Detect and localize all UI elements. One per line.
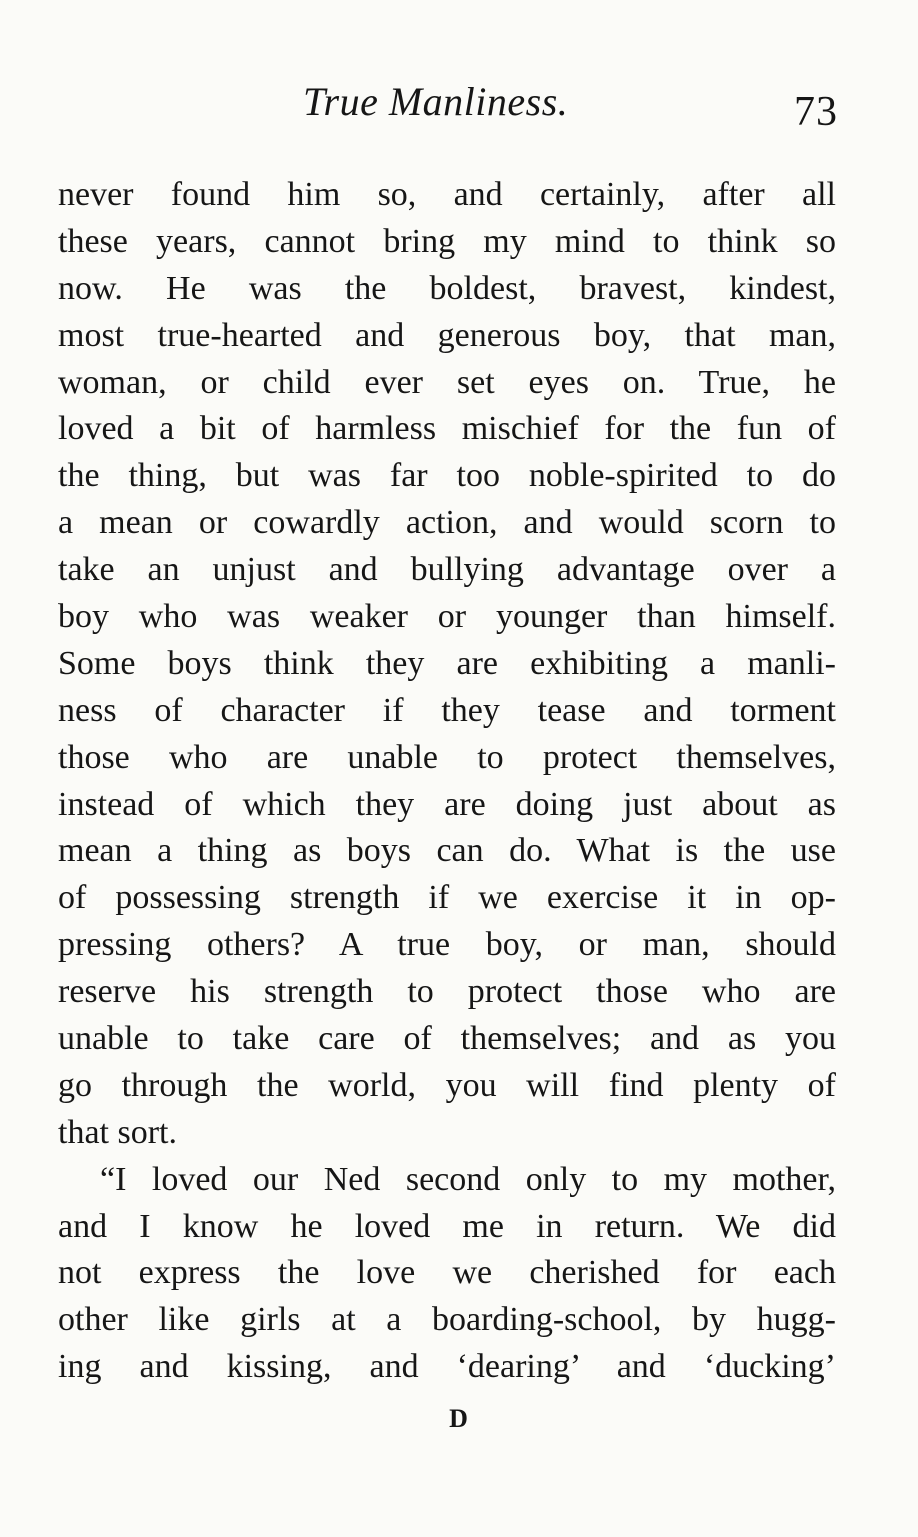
text-line: pressing others? A true boy, or man, should: [58, 926, 836, 964]
page-number: 73: [794, 89, 838, 135]
text-line: a mean or cowardly action, and would scorn to: [58, 504, 836, 542]
text-line: most true-hearted and generous boy, that man,: [58, 316, 836, 354]
text-line: these years, cannot bring my mind to think so: [58, 222, 836, 260]
signature-mark: D: [449, 1404, 469, 1433]
text-line: loved a bit of harmless mischief for the fun of: [58, 410, 836, 448]
text-line: ness of character if they tease and torment: [58, 691, 836, 729]
text-line: instead of which they are doing just about as: [58, 785, 836, 823]
text-line: those who are unable to protect themselves,: [58, 738, 836, 776]
page-header: [58, 78, 838, 138]
text-line: ing and kissing, and ‘dearing’ and ‘ducking’: [58, 1348, 836, 1386]
text-line: unable to take care of themselves; and as you: [58, 1020, 836, 1058]
text-line: go through the world, you will find plenty of: [58, 1066, 836, 1104]
text-line: woman, or child ever set eyes on. True, he: [58, 363, 836, 401]
paragraph-1: [58, 172, 836, 1157]
text-line: that sort.: [58, 1113, 177, 1151]
text-line: reserve his strength to protect those who are: [58, 973, 836, 1011]
text-line: take an unjust and bullying advantage over a: [58, 551, 836, 589]
text-line: the thing, but was far too noble-spirited to do: [58, 457, 836, 495]
paragraph-2: [58, 1157, 836, 1391]
text-line: Some boys think they are exhibiting a manli-: [58, 644, 836, 682]
text-line: never found him so, and certainly, after all: [58, 176, 836, 213]
text-line: not express the love we cherished for each: [58, 1254, 836, 1292]
text-line: and I know he loved me in return. We did: [58, 1207, 836, 1245]
text-line: mean a thing as boys can do. What is the use: [58, 832, 836, 870]
running-title: True Manliness.: [303, 79, 569, 124]
text-line: now. He was the boldest, bravest, kindest,: [58, 269, 836, 307]
text-line: other like girls at a boarding-school, by hugg-: [58, 1301, 836, 1339]
text-line: boy who was weaker or younger than himself.: [58, 598, 836, 636]
body-text: [58, 172, 836, 1391]
text-line: of possessing strength if we exercise it in op-: [58, 879, 836, 917]
text-line: “I loved our Ned second only to my mother,: [100, 1160, 836, 1198]
